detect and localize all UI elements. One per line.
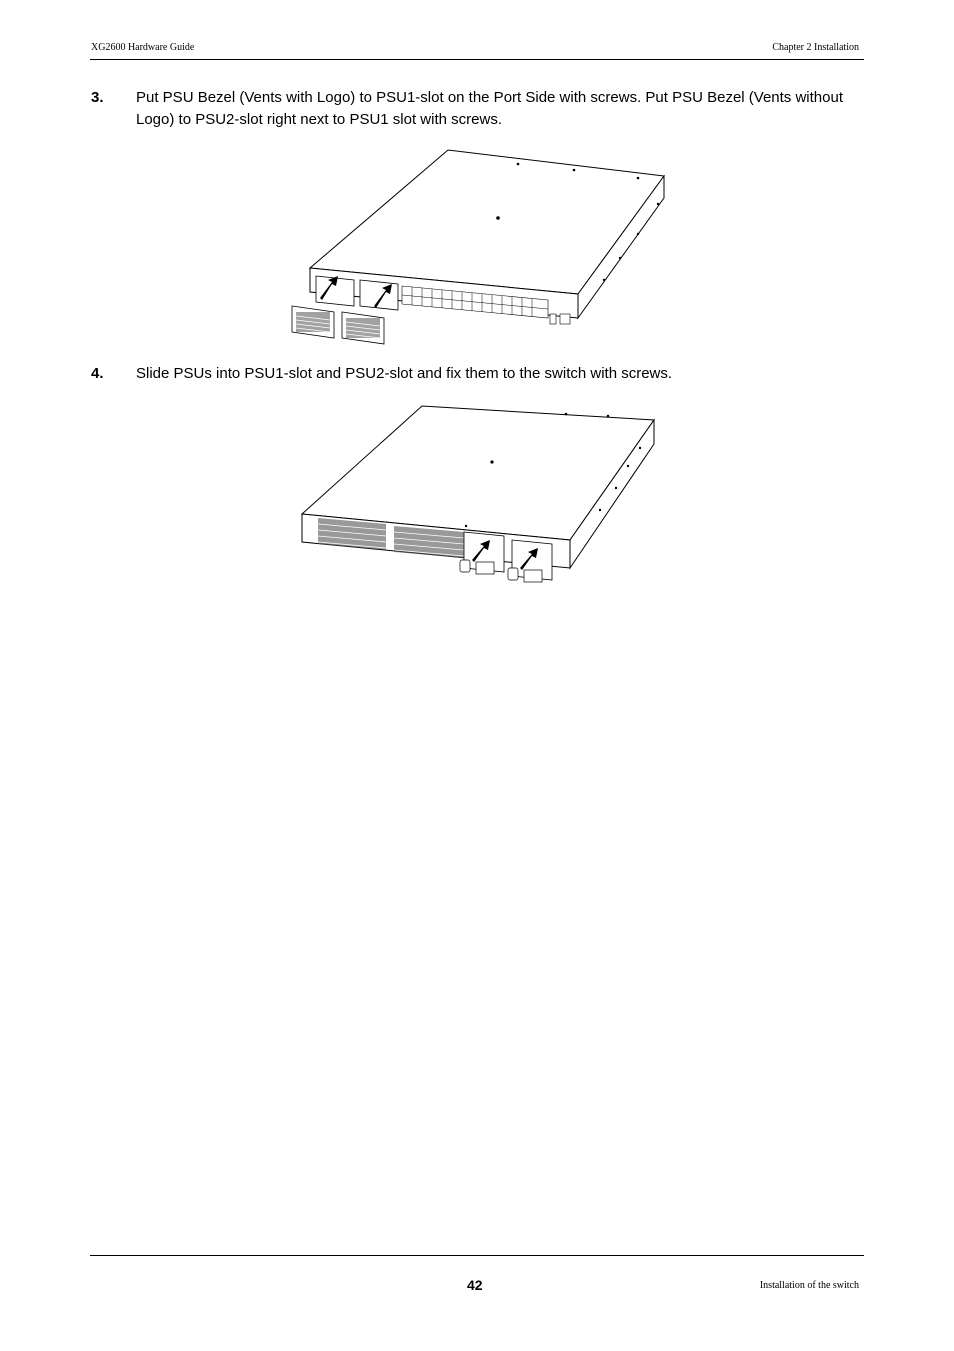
step-3 [91, 87, 866, 131]
header-doc-title: XG2600 Hardware Guide [91, 42, 195, 53]
step-number: 3. [91, 89, 104, 106]
figure-psu-slide-in [298, 400, 658, 590]
step-text: Slide PSUs into PSU1-slot and PSU2-slot and fix them to the switch with screws. [136, 365, 673, 382]
page-number: 42 [467, 1277, 483, 1293]
header-chapter: Chapter 2 Installation [772, 42, 859, 53]
footer-section: Installation of the switch [759, 1280, 859, 1291]
header-divider [90, 59, 864, 60]
step-text: Put PSU Bezel (Vents with Logo) to PSU1-slot on the Port Side with screws. Put PSU Bezel (Vents without Logo) to PSU2-slot right next to PSU1 slot with screws. [136, 89, 843, 128]
switch-bezel-illustration [286, 146, 670, 348]
footer-divider [90, 1255, 864, 1256]
figure-psu-bezel-install [286, 146, 670, 348]
step-number: 4. [91, 365, 104, 382]
switch-psu-illustration [298, 400, 658, 590]
step-4 [91, 363, 866, 385]
